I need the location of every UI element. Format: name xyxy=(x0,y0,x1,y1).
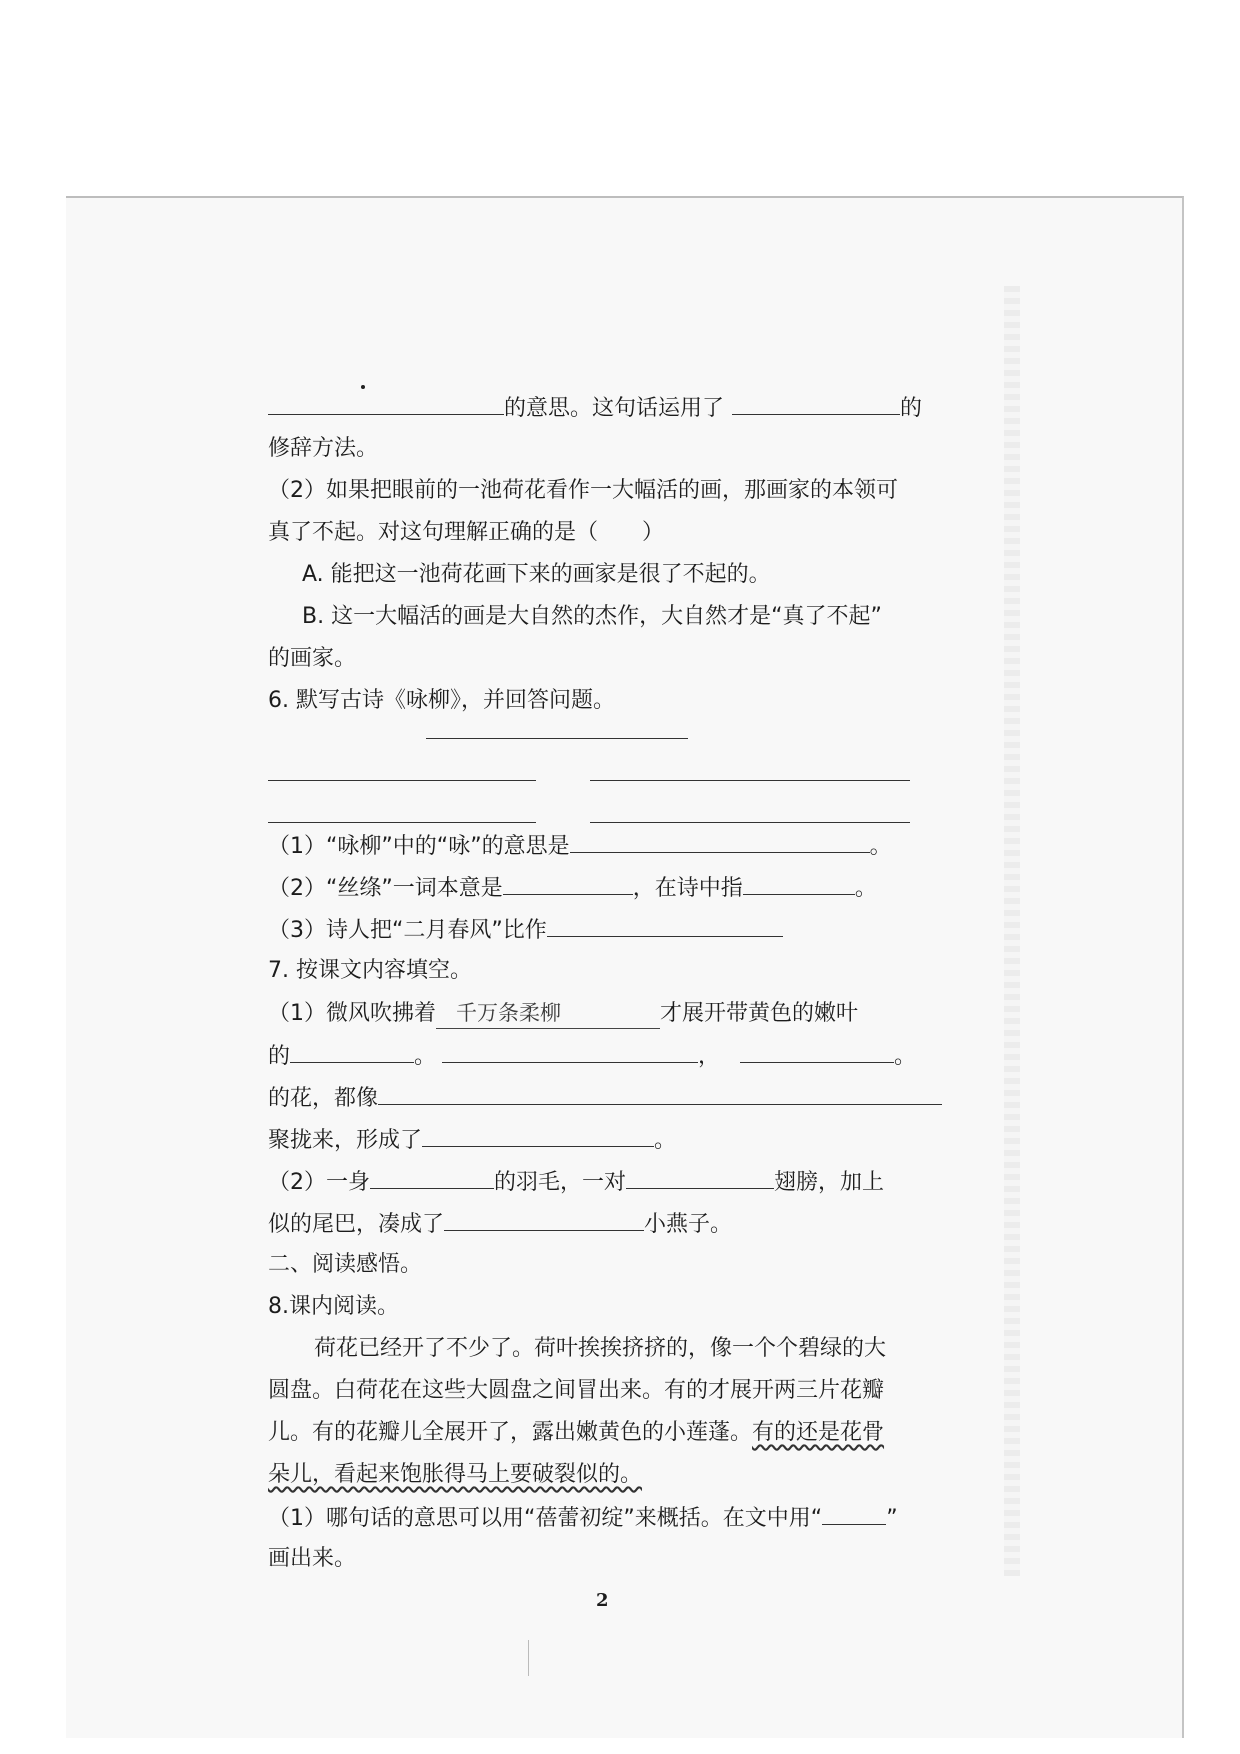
q7-sub2-line-1 xyxy=(268,1166,884,1198)
q7-sub1-line-2 xyxy=(268,1040,916,1072)
q7-sub2-line2-head: 似的尾巴，凑成了 xyxy=(268,1212,445,1237)
quote-close: ” xyxy=(886,1506,898,1531)
q8-passage-line-4 xyxy=(268,1460,642,1490)
bleed-through-strip xyxy=(1004,286,1020,1576)
section-2-title: 二、阅读感悟。 xyxy=(268,1252,423,1277)
q7-sub2-mid: 的羽毛，一对 xyxy=(494,1170,627,1195)
q5-line1-tail: 的意思。这句话运用了 xyxy=(504,396,725,421)
answer-blank[interactable] xyxy=(422,1124,654,1147)
q7-line2-head: 的 xyxy=(268,1044,291,1069)
poem-line-1-blank[interactable] xyxy=(268,758,536,781)
q7-sub1-line-3 xyxy=(268,1082,942,1114)
poem-line-2-blank[interactable] xyxy=(590,758,910,781)
q5-line1-end: 的 xyxy=(900,396,923,421)
q5-option-b-line-1: B. 这一大幅活的画是大自然的杰作，大自然才是“真了不起” xyxy=(302,604,882,629)
answer-blank[interactable] xyxy=(503,872,633,895)
poem-line-3-blank[interactable] xyxy=(268,800,536,823)
q5-line-2: 修辞方法。 xyxy=(268,436,379,461)
q6-sub1 xyxy=(268,830,892,862)
q8-sub1-line-1 xyxy=(268,1502,898,1534)
answer-blank[interactable] xyxy=(743,872,855,895)
poem-line-4-blank[interactable] xyxy=(590,800,910,823)
ink-dot xyxy=(361,385,365,389)
q7-sub2-tail: 翅膀，加上 xyxy=(774,1170,885,1195)
q7-sub1-tail: 才展开带黄色的嫩叶 xyxy=(660,1001,859,1026)
passage-text: 儿。有的花瓣儿全展开了，露出嫩黄色的小莲蓬。 xyxy=(268,1420,753,1445)
poem-title-blank[interactable] xyxy=(426,716,688,739)
answer-blank[interactable] xyxy=(444,1208,644,1231)
q5-sub2-line-2: 真了不起。对这句理解正确的是（ ） xyxy=(268,520,665,545)
q7-sub2-head: （2）一身 xyxy=(268,1170,370,1195)
answer-blank[interactable] xyxy=(370,1166,494,1189)
period: 。 xyxy=(654,1128,677,1153)
underline-mark-sample xyxy=(822,1502,886,1525)
answer-blank[interactable] xyxy=(740,1040,894,1063)
q8-passage-line-1: 荷花已经开了不少了。荷叶挨挨挤挤的，像一个个碧绿的大 xyxy=(314,1336,887,1361)
answer-blank[interactable] xyxy=(378,1082,942,1105)
q6-sub1-text: （1）“咏柳”中的“咏”的意思是 xyxy=(268,834,570,859)
page-number: 2 xyxy=(596,1590,609,1611)
q7-sub2-line-2 xyxy=(268,1208,732,1240)
q6-sub2-text-a: （2）“丝绦”一词本意是 xyxy=(268,876,503,901)
q6-sub2 xyxy=(268,872,877,904)
q7-sub2-line2-tail: 小燕子。 xyxy=(644,1212,733,1237)
answer-blank[interactable] xyxy=(290,1040,414,1063)
answer-blank[interactable] xyxy=(732,392,900,415)
q8-sub1-line-2: 画出来。 xyxy=(268,1546,357,1571)
handwritten-answer[interactable]: 千万条柔柳 xyxy=(436,998,660,1029)
period: 。 xyxy=(414,1044,437,1069)
q8-sub1-text: （1）哪句话的意思可以用“蓓蕾初绽”来概括。在文中用“ xyxy=(268,1506,823,1531)
q8-passage-line-3 xyxy=(268,1418,884,1448)
period: 。 xyxy=(854,876,877,901)
answer-blank[interactable] xyxy=(626,1166,774,1189)
q7-line3-head: 的花，都像 xyxy=(268,1086,379,1111)
wavy-underlined-sentence: 朵儿，看起来饱胀得马上要破裂似的。 xyxy=(268,1462,643,1487)
q5-option-b-line-2: 的画家。 xyxy=(268,646,357,671)
q6-sub2-text-b: ，在诗中指 xyxy=(632,876,743,901)
q7-sub1-line-4 xyxy=(268,1124,676,1156)
q6-sub3-text: （3）诗人把“二月春风”比作 xyxy=(268,918,547,943)
q7-sub1-head: （1）微风吹拂着 xyxy=(268,1001,436,1026)
comma: ， xyxy=(698,1044,721,1069)
q8-passage-line-2: 圆盘。白荷花在这些大圆盘之间冒出来。有的才展开两三片花瓣 xyxy=(268,1378,885,1403)
q7-title: 7. 按课文内容填空。 xyxy=(268,958,472,983)
answer-blank[interactable] xyxy=(268,392,504,415)
q6-sub3 xyxy=(268,914,783,946)
q7-line4-head: 聚拢来，形成了 xyxy=(268,1128,423,1153)
q8-title: 8.课内阅读。 xyxy=(268,1294,399,1319)
q5-option-a: A. 能把这一池荷花画下来的画家是很了不起的。 xyxy=(302,562,771,587)
wavy-underlined-sentence: 有的还是花骨 xyxy=(752,1420,885,1445)
q5-line-1 xyxy=(268,392,922,424)
answer-blank[interactable] xyxy=(442,1040,698,1063)
period: 。 xyxy=(894,1044,917,1069)
q5-sub2-line-1: （2）如果把眼前的一池荷花看作一大幅活的画，那画家的本领可 xyxy=(268,478,898,503)
answer-blank[interactable] xyxy=(570,830,870,853)
answer-blank[interactable] xyxy=(547,914,783,937)
scan-crease xyxy=(528,1640,529,1676)
period: 。 xyxy=(869,834,892,859)
q7-sub1-line-1 xyxy=(268,998,858,1029)
q6-title: 6. 默写古诗《咏柳》，并回答问题。 xyxy=(268,688,615,713)
